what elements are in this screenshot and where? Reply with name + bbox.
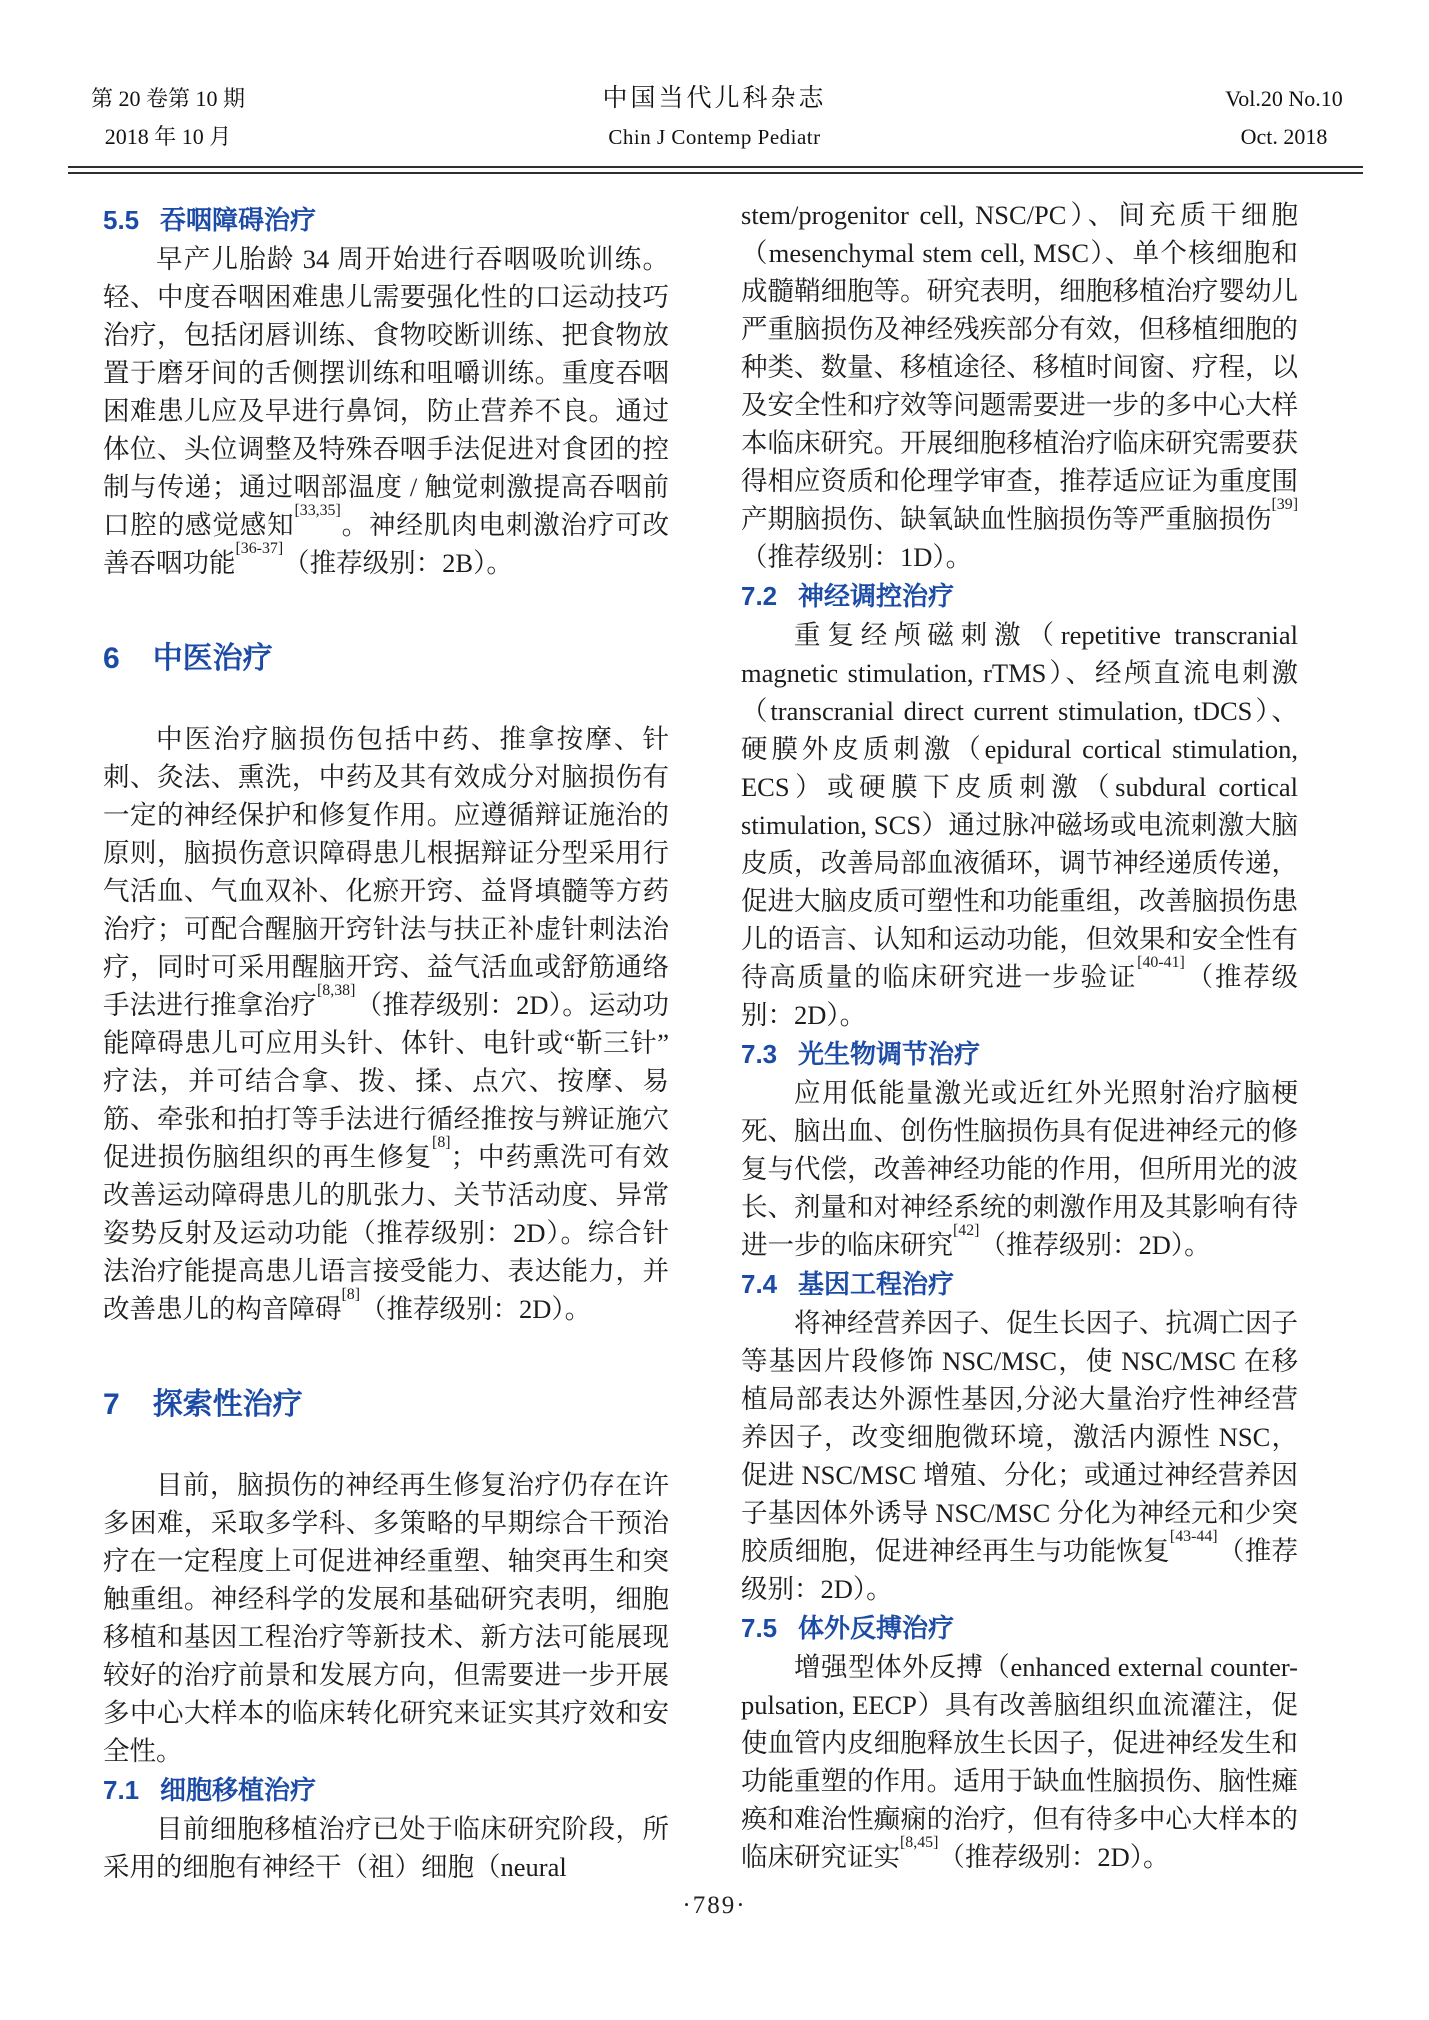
heading-title: 神经调控治疗 — [797, 581, 954, 611]
heading-number: 7 — [103, 1388, 120, 1421]
heading-title: 探索性治疗 — [152, 1388, 303, 1421]
citation-reference: [8] — [341, 1286, 361, 1304]
paragraph: 中医治疗脑损伤包括中药、推拿按摩、针刺、灸法、熏洗，中药及其有效成分对脑损伤有一定的神经保护和修复作用。应遵循辩证施治的原则，脑损伤意识障碍患儿根据辩证分型采用行气活血、气血双补、化瘀开窍、益肾填髓等方药治疗；可配合醒脑开窍针法与扶正补虚针刺法治疗，同时可采用醒脑开窍、益气活血或舒筋通络手法进行推拿治疗[8,38]（推荐级别：2D）。运动功能障碍患儿可应用头针、体针、电针或“靳三针”疗法，并可结合拿、拨、揉、点穴、按摩、易筋、牵张和拍打等手法进行循经推按与辨证施穴促进损伤脑组织的再生修复[8]；中药熏洗可有效改善运动障碍患儿的肌张力、关节活动度、异常姿势反射及运动功能（推荐级别：2D）。综合针法治疗能提高患儿语言接受能力、表达能力，并改善患儿的构音障碍[8]（推荐级别：2D）。 — [103, 724, 670, 1324]
subsection-heading — [741, 576, 1298, 616]
paragraph: 早产儿胎龄 34 周开始进行吞咽吸吮训练。轻、中度吞咽困难患儿需要强化性的口运动技巧治疗，包括闭唇训练、食物咬断训练、把食物放置于磨牙间的舌侧摆训练和咀嚼训练。重度吞咽困难患儿应及早进行鼻饲，防止营养不良。通过体位、头位调整及特殊吞咽手法促进对食团的控制与传递；通过咽部温度 / 触觉刺激提高吞咽前口腔的感觉感知[33,35]。神经肌肉电刺激治疗可改善吞咽功能[36-37]（推荐级别：2B）。 — [103, 244, 670, 578]
citation-reference: [33,35] — [294, 502, 341, 520]
heading-number: 7.1 — [103, 1775, 140, 1805]
journal-title-cn: 中国当代儿科杂志 — [602, 85, 827, 112]
header-journal-title — [535, 80, 895, 156]
header-issue-info — [88, 80, 248, 156]
header-vol-no-en: Vol.20 No.10 — [1225, 86, 1343, 111]
heading-number: 6 — [103, 642, 120, 675]
heading-title: 吞咽障碍治疗 — [159, 205, 316, 235]
header-volume-info-en — [1209, 80, 1359, 156]
journal-title-en: Chin J Contemp Pediatr — [608, 125, 821, 149]
section-heading — [103, 1384, 669, 1426]
heading-number: 7.5 — [741, 1613, 778, 1643]
paragraph: 应用低能量激光或近红外光照射治疗脑梗死、脑出血、创伤性脑损伤具有促进神经元的修复与代偿，改善神经功能的作用，但所用光的波长、剂量和对神经系统的刺激作用及其影响有待进一步的临床研究[42]（推荐级别：2D）。 — [741, 1078, 1298, 1260]
heading-number: 5.5 — [103, 205, 140, 235]
citation-reference: [8] — [432, 1134, 451, 1152]
text-column-right — [741, 196, 1298, 1876]
text-column-left — [103, 200, 669, 1886]
citation-reference: [40-41] — [1137, 954, 1185, 972]
citation-reference: [39] — [1271, 496, 1298, 514]
paragraph: stem/progenitor cell, NSC/PC）、间充质干细胞（mesenchymal stem cell, MSC）、单个核细胞和成髓鞘细胞等。研究表明，细胞移植治疗婴幼儿严重脑损伤及神经残疾部分有效，但移植细胞的种类、数量、移植途径、移植时间窗、疗程，以及安全性和疗效等问题需要进一步的多中心大样本临床研究。开展细胞移植治疗临床研究需要获得相应资质和伦理学审查，推荐适应证为重度围产期脑损伤、缺氧缺血性脑损伤等严重脑损伤[39]（推荐级别：1D）。 — [741, 200, 1298, 572]
heading-title: 细胞移植治疗 — [159, 1775, 316, 1805]
paragraph: 目前细胞移植治疗已处于临床研究阶段，所采用的细胞有神经干（祖）细胞（neural — [103, 1814, 669, 1882]
citation-reference: [8,45] — [900, 1834, 939, 1852]
heading-title: 基因工程治疗 — [797, 1269, 954, 1299]
subsection-heading — [741, 1264, 1298, 1304]
paragraph: 增强型体外反搏（enhanced external counter-pulsation, EECP）具有改善脑组织血流灌注，促使血管内皮细胞释放生长因子，促进神经发生和功能重塑的作用。适用于缺血性脑损伤、脑性瘫痪和难治性癫痫的治疗，但有待多中心大样本的临床研究证实[8,45]（推荐级别：2D）。 — [741, 1652, 1298, 1872]
paragraph: 重复经颅磁刺激（repetitive transcranial magnetic stimulation, rTMS）、经颅直流电刺激（transcranial direct current stimulation, tDCS）、硬膜外皮质刺激（epidural cortical stimulation, ECS）或硬膜下皮质刺激（subdural cortical stimulation, SCS）通过脉冲磁场或电流刺激大脑皮质，改善局部血液循环，调节神经递质传递，促进大脑皮质可塑性和功能重组，改善脑损伤患儿的语言、认知和运动功能，但效果和安全性有待高质量的临床研究进一步验证[40-41]（推荐级别：2D）。 — [741, 620, 1299, 1030]
header-double-rule — [68, 166, 1363, 174]
subsection-heading — [103, 1770, 669, 1810]
subsection-heading — [103, 200, 669, 240]
citation-reference: [42] — [953, 1222, 980, 1240]
heading-title: 中医治疗 — [152, 642, 273, 675]
page-number: ·789· — [682, 1892, 747, 1919]
header-volume-issue: 第 20 卷第 10 期 — [90, 86, 245, 111]
citation-reference: [43-44] — [1169, 1528, 1218, 1546]
paragraph: 将神经营养因子、促生长因子、抗凋亡因子等基因片段修饰 NSC/MSC，使 NSC/MSC 在移植局部表达外源性基因,分泌大量治疗性神经营养因子，改变细胞微环境，激活内源性 NSC，促进 NSC/MSC 增殖、分化；或通过神经营养因子基因体外诱导 NSC/MSC 分化为神经元和少突胶质细胞，促进神经再生与功能恢复[43-44]（推荐级别：2D）。 — [741, 1308, 1299, 1604]
paragraph: 目前，脑损伤的神经再生修复治疗仍存在许多困难，采取多学科、多策略的早期综合干预治疗在一定程度上可促进神经重塑、轴突再生和突触重组。神经科学的发展和基础研究表明，细胞移植和基因工程治疗等新技术、新方法可能展现较好的治疗前景和发展方向，但需要进一步开展多中心大样本的临床转化研究来证实其疗效和安全性。 — [103, 1470, 669, 1766]
citation-reference: [36-37] — [235, 540, 284, 558]
heading-title: 体外反搏治疗 — [797, 1613, 954, 1643]
section-heading — [103, 638, 669, 680]
header-date-cn: 2018 年 10 月 — [104, 124, 232, 149]
heading-number: 7.2 — [741, 581, 778, 611]
heading-number: 7.3 — [741, 1039, 778, 1069]
subsection-heading — [741, 1034, 1298, 1074]
header-date-en: Oct. 2018 — [1240, 124, 1328, 149]
citation-reference: [8,38] — [316, 982, 356, 1000]
subsection-heading — [741, 1608, 1298, 1648]
heading-number: 7.4 — [741, 1269, 778, 1299]
heading-title: 光生物调节治疗 — [797, 1039, 980, 1069]
